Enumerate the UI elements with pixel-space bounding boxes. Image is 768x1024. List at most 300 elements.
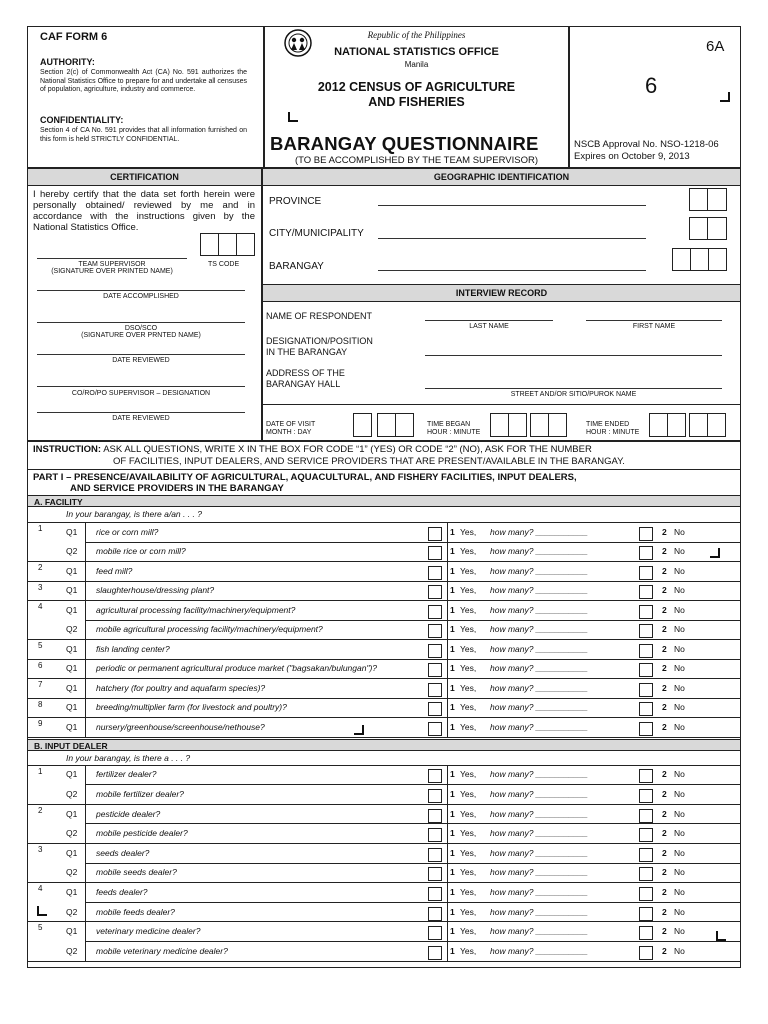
yes-label: Yes, xyxy=(460,769,477,780)
no-checkbox[interactable] xyxy=(639,546,653,560)
no-checkbox[interactable] xyxy=(639,809,653,823)
registration-mark xyxy=(710,548,720,558)
no-label: No xyxy=(674,808,685,819)
sectionB-prompt: In your barangay, is there a . . . ? xyxy=(66,752,191,763)
question-text: seeds dealer? xyxy=(96,847,150,858)
question-text: nursery/greenhouse/screenhouse/nethouse? xyxy=(96,721,265,732)
how-many-field[interactable]: how many? ___________ xyxy=(490,788,588,799)
certification-text: I hereby certify that the data set forth herein were personally obtained/ reviewed by me and in accordance with the instructions given by the National Statistics Office. xyxy=(33,189,255,233)
supervisor-line xyxy=(37,386,245,387)
authority-label: AUTHORITY: xyxy=(40,57,95,67)
how-many-field[interactable]: how many? ___________ xyxy=(490,769,588,780)
yes-code: 1 xyxy=(450,721,455,732)
item-number: 7 xyxy=(38,680,43,689)
yes-code: 1 xyxy=(450,847,455,858)
visit-row-top xyxy=(263,404,740,405)
yes-code: 1 xyxy=(450,526,455,537)
how-many-field[interactable]: how many? ___________ xyxy=(490,906,588,917)
row-line xyxy=(85,941,741,942)
item-number: 9 xyxy=(38,719,43,728)
question-text: mobile seeds dealer? xyxy=(96,867,177,878)
time-ended-box-2[interactable] xyxy=(667,413,686,437)
instruction-line-2: OF FACILITIES, INPUT DEALERS, AND SERVICE PROVIDERS THAT ARE PRESENT/AVAILABLE IN THE BARANGAY. xyxy=(113,456,625,467)
yes-checkbox[interactable] xyxy=(428,644,442,658)
yes-code: 1 xyxy=(450,604,455,615)
no-label: No xyxy=(674,585,685,596)
no-code: 2 xyxy=(662,546,667,557)
how-many-field[interactable]: how many? ___________ xyxy=(490,926,588,937)
no-checkbox[interactable] xyxy=(639,644,653,658)
question-text: mobile fertilizer dealer? xyxy=(96,788,184,799)
office-name: NATIONAL STATISTICS OFFICE xyxy=(334,46,499,58)
yes-checkbox[interactable] xyxy=(428,926,442,940)
row-line xyxy=(85,863,741,864)
no-label: No xyxy=(674,926,685,937)
day-box-2[interactable] xyxy=(395,413,414,437)
yes-label: Yes, xyxy=(460,546,477,557)
col-line xyxy=(85,522,86,737)
item-number: 4 xyxy=(38,884,43,894)
question-code: Q1 xyxy=(66,663,78,674)
yes-label: Yes, xyxy=(460,721,477,732)
row-line xyxy=(85,823,741,824)
question-text: agricultural processing facility/machinery/equipment? xyxy=(96,604,296,615)
registration-mark xyxy=(720,92,730,102)
item-number: 5 xyxy=(38,641,43,650)
time-ended-box-4[interactable] xyxy=(707,413,726,437)
team-supervisor-line xyxy=(37,258,187,259)
yes-label: Yes, xyxy=(460,926,477,937)
yes-code: 1 xyxy=(450,945,455,956)
yes-label: Yes, xyxy=(460,526,477,537)
dso-label: DSO/SCO xyxy=(124,325,158,332)
no-label: No xyxy=(674,663,685,674)
item-number: 1 xyxy=(38,766,43,776)
ts-code-label: TS CODE xyxy=(208,261,240,268)
address-label-1: ADDRESS OF THE xyxy=(266,368,345,378)
province-field[interactable] xyxy=(378,205,646,206)
registration-mark xyxy=(37,906,47,916)
how-many-field[interactable]: how many? ___________ xyxy=(490,847,588,858)
barangay-field[interactable] xyxy=(378,270,646,271)
how-many-field[interactable]: how many? ___________ xyxy=(490,886,588,897)
yes-code: 1 xyxy=(450,769,455,780)
no-checkbox[interactable] xyxy=(639,769,653,783)
question-code: Q2 xyxy=(66,788,78,799)
no-label: No xyxy=(674,682,685,693)
date-accomplished-line xyxy=(37,290,245,291)
no-code: 2 xyxy=(662,788,667,799)
question-code: Q1 xyxy=(66,682,78,693)
no-checkbox[interactable] xyxy=(639,907,653,921)
interview-heading: INTERVIEW RECORD xyxy=(263,284,740,302)
no-checkbox[interactable] xyxy=(639,702,653,716)
no-label: No xyxy=(674,906,685,917)
question-text: mobile rice or corn mill? xyxy=(96,546,186,557)
question-code: Q1 xyxy=(66,808,78,819)
yes-checkbox[interactable] xyxy=(428,683,442,697)
how-many-field[interactable]: how many? ___________ xyxy=(490,643,588,654)
question-text: mobile veterinary medicine dealer? xyxy=(96,945,228,956)
sectionA-heading: A. FACILITY xyxy=(28,495,740,507)
question-code: Q1 xyxy=(66,769,78,780)
question-text: rice or corn mill? xyxy=(96,526,159,537)
page-subtitle: (TO BE ACCOMPLISHED BY THE TEAM SUPERVISOR) xyxy=(294,155,538,166)
item-number: 6 xyxy=(38,660,43,670)
yes-label: Yes, xyxy=(460,808,477,819)
yes-checkbox[interactable] xyxy=(428,848,442,862)
barangay-code-box-2[interactable] xyxy=(690,248,709,271)
how-many-field[interactable]: how many? ___________ xyxy=(490,526,588,537)
col-line xyxy=(447,522,448,737)
question-text: pesticide dealer? xyxy=(96,808,161,819)
time-ended-box-1[interactable] xyxy=(649,413,668,437)
no-code: 2 xyxy=(662,847,667,858)
confidentiality-text: Section 4 of CA No. 591 provides that all information furnished on this form is held STRICTLY CONFIDENTIAL. xyxy=(40,127,247,143)
no-checkbox[interactable] xyxy=(639,566,653,580)
yes-code: 1 xyxy=(450,565,455,576)
no-checkbox[interactable] xyxy=(639,926,653,940)
province-code-box-2[interactable] xyxy=(707,188,727,211)
no-label: No xyxy=(674,526,685,537)
yes-checkbox[interactable] xyxy=(428,663,442,677)
designation-label-2: IN THE BARANGAY xyxy=(266,347,348,357)
how-many-field[interactable]: how many? ___________ xyxy=(490,945,588,956)
ts-code-box-3[interactable] xyxy=(236,233,255,256)
how-many-field[interactable]: how many? ___________ xyxy=(490,702,588,713)
no-code: 2 xyxy=(662,926,667,937)
how-many-field[interactable]: how many? ___________ xyxy=(490,867,588,878)
yes-code: 1 xyxy=(450,585,455,596)
item-number: 1 xyxy=(38,524,43,533)
question-text: slaughterhouse/dressing plant? xyxy=(96,585,215,596)
col-line xyxy=(447,765,448,961)
street-label: STREET AND/OR SITIO/PUROK NAME xyxy=(510,391,637,398)
question-code: Q1 xyxy=(66,585,78,596)
yes-code: 1 xyxy=(450,867,455,878)
no-label: No xyxy=(674,847,685,858)
yes-checkbox[interactable] xyxy=(428,946,442,960)
row-line xyxy=(27,804,741,805)
question-code: Q1 xyxy=(66,926,78,937)
question-code: Q2 xyxy=(66,867,78,878)
how-many-field[interactable]: how many? ___________ xyxy=(490,721,588,732)
yes-code: 1 xyxy=(450,808,455,819)
instruction-text: ASK ALL QUESTIONS, WRITE X IN THE BOX FOR CODE “1” (YES) OR CODE “2” (NO), ASK FOR THE NUMBER xyxy=(101,444,592,455)
province-code-box-1[interactable] xyxy=(689,188,708,211)
yes-label: Yes, xyxy=(460,643,477,654)
yes-checkbox[interactable] xyxy=(428,546,442,560)
no-label: No xyxy=(674,945,685,956)
yes-checkbox[interactable] xyxy=(428,605,442,619)
yes-checkbox[interactable] xyxy=(428,585,442,599)
yes-label: Yes, xyxy=(460,945,477,956)
no-checkbox[interactable] xyxy=(639,828,653,842)
province-label: PROVINCE xyxy=(269,196,322,207)
no-label: No xyxy=(674,565,685,576)
yes-label: Yes, xyxy=(460,565,477,576)
row-line xyxy=(27,737,741,738)
yes-checkbox[interactable] xyxy=(428,566,442,580)
day-box-1[interactable] xyxy=(377,413,396,437)
instruction-label: INSTRUCTION: xyxy=(33,444,102,455)
no-checkbox[interactable] xyxy=(639,605,653,619)
ts-code-box-1[interactable] xyxy=(200,233,219,256)
question-code: Q2 xyxy=(66,624,78,635)
no-code: 2 xyxy=(662,721,667,732)
yes-checkbox[interactable] xyxy=(428,722,442,736)
yes-label: Yes, xyxy=(460,828,477,839)
item-number: 8 xyxy=(38,699,43,709)
instruction-top xyxy=(27,440,741,442)
no-label: No xyxy=(674,546,685,557)
no-label: No xyxy=(674,769,685,780)
certification-heading: CERTIFICATION xyxy=(28,169,261,186)
no-code: 2 xyxy=(662,886,667,897)
time-ended-label-1: TIME ENDED xyxy=(586,421,630,428)
no-label: No xyxy=(674,604,685,615)
yes-label: Yes, xyxy=(460,585,477,596)
no-checkbox[interactable] xyxy=(639,527,653,541)
question-text: hatchery (for poultry and aquafarm species)? xyxy=(96,682,266,693)
address-field[interactable] xyxy=(425,388,722,389)
signature-printed-label: (SIGNATURE OVER PRINTED NAME) xyxy=(51,268,173,275)
yes-checkbox[interactable] xyxy=(428,907,442,921)
yes-label: Yes, xyxy=(460,663,477,674)
time-began-box-3[interactable] xyxy=(530,413,549,437)
date-accomplished-label: DATE ACCOMPLISHED xyxy=(103,293,179,300)
sectionB-heading: B. INPUT DEALER xyxy=(28,739,740,751)
time-began-label-1: TIME BEGAN xyxy=(427,421,471,428)
mid-divider xyxy=(261,168,263,440)
time-began-box-1[interactable] xyxy=(490,413,509,437)
row-line xyxy=(27,581,741,582)
row-line xyxy=(85,784,741,785)
row-line xyxy=(27,717,741,718)
time-began-box-2[interactable] xyxy=(508,413,527,437)
question-text: fertilizer dealer? xyxy=(96,769,157,780)
yes-checkbox[interactable] xyxy=(428,769,442,783)
time-ended-box-3[interactable] xyxy=(689,413,708,437)
no-label: No xyxy=(674,867,685,878)
row-line xyxy=(27,698,741,699)
approval-number: NSCB Approval No. NSO-1218-06 xyxy=(574,139,719,150)
row-line xyxy=(27,882,741,883)
question-code: Q1 xyxy=(66,643,78,654)
yes-label: Yes, xyxy=(460,624,477,635)
yes-code: 1 xyxy=(450,906,455,917)
how-many-field[interactable]: how many? ___________ xyxy=(490,604,588,615)
no-code: 2 xyxy=(662,565,667,576)
month-box-1[interactable] xyxy=(353,413,372,437)
question-code: Q1 xyxy=(66,886,78,897)
yes-checkbox[interactable] xyxy=(428,828,442,842)
no-label: No xyxy=(674,702,685,713)
form-id: 6A xyxy=(706,38,725,55)
no-code: 2 xyxy=(662,808,667,819)
yes-label: Yes, xyxy=(460,867,477,878)
geo-heading: GEOGRAPHIC IDENTIFICATION xyxy=(263,169,740,186)
no-code: 2 xyxy=(662,585,667,596)
yes-label: Yes, xyxy=(460,702,477,713)
yes-label: Yes, xyxy=(460,604,477,615)
how-many-field[interactable]: how many? ___________ xyxy=(490,808,588,819)
no-code: 2 xyxy=(662,769,667,780)
item-number: 3 xyxy=(38,844,43,854)
row-line xyxy=(27,843,741,844)
row-line xyxy=(27,961,741,962)
how-many-field[interactable]: how many? ___________ xyxy=(490,546,588,557)
question-code: Q1 xyxy=(66,721,78,732)
city-code-box-1[interactable] xyxy=(689,217,708,240)
first-name-label: FIRST NAME xyxy=(632,323,676,330)
no-code: 2 xyxy=(662,945,667,956)
team-supervisor-label: TEAM SUPERVISOR xyxy=(78,261,146,268)
no-code: 2 xyxy=(662,828,667,839)
row-line xyxy=(27,600,741,601)
no-checkbox[interactable] xyxy=(639,848,653,862)
yes-checkbox[interactable] xyxy=(428,702,442,716)
date-reviewed-label-1: DATE REVIEWED xyxy=(112,357,170,364)
no-checkbox[interactable] xyxy=(639,585,653,599)
question-text: mobile agricultural processing facility/machinery/equipment? xyxy=(96,624,323,635)
no-code: 2 xyxy=(662,867,667,878)
no-label: No xyxy=(674,886,685,897)
question-code: Q1 xyxy=(66,847,78,858)
yes-label: Yes, xyxy=(460,906,477,917)
sectionB-prompt-line xyxy=(27,765,741,766)
barangay-code-box-1[interactable] xyxy=(672,248,691,271)
part1-title-1: PART I – PRESENCE/AVAILABILITY OF AGRICULTURAL, AQUACULTURAL, AND FISHERY FACILITIES, INPUT DEALERS, xyxy=(33,472,577,483)
instruction-line-1 xyxy=(33,444,592,455)
question-text: periodic or permanent agricultural produce market ("bagsakan/bulungan")? xyxy=(96,663,378,674)
yes-label: Yes, xyxy=(460,886,477,897)
no-label: No xyxy=(674,624,685,635)
no-checkbox[interactable] xyxy=(639,887,653,901)
barangay-code-box-3[interactable] xyxy=(708,248,727,271)
no-label: No xyxy=(674,721,685,732)
date-visit-label-1: DATE OF VISIT xyxy=(266,421,316,428)
question-code: Q1 xyxy=(66,604,78,615)
how-many-field[interactable]: how many? ___________ xyxy=(490,624,588,635)
date-reviewed-line-2 xyxy=(37,412,245,413)
yes-checkbox[interactable] xyxy=(428,624,442,638)
no-checkbox[interactable] xyxy=(639,946,653,960)
city-name: Manila xyxy=(404,60,429,69)
row-line xyxy=(85,542,741,543)
question-code: Q2 xyxy=(66,828,78,839)
date-reviewed-label-2: DATE REVIEWED xyxy=(112,415,170,422)
how-many-field[interactable]: how many? ___________ xyxy=(490,585,588,596)
ts-code-box-2[interactable] xyxy=(218,233,237,256)
census-line-2: AND FISHERIES xyxy=(368,95,465,109)
first-name-field[interactable] xyxy=(586,320,722,321)
yes-checkbox[interactable] xyxy=(428,527,442,541)
sectionA-prompt-line xyxy=(27,522,741,523)
row-line xyxy=(27,639,741,640)
how-many-field[interactable]: how many? ___________ xyxy=(490,828,588,839)
question-text: feed mill? xyxy=(96,565,133,576)
no-code: 2 xyxy=(662,526,667,537)
item-number: 5 xyxy=(38,923,43,933)
item-number: 2 xyxy=(38,563,43,572)
yes-label: Yes, xyxy=(460,788,477,799)
yes-code: 1 xyxy=(450,624,455,635)
signature-prnted-label: (SIGNATURE OVER PRNTED NAME) xyxy=(81,332,201,339)
question-text: mobile pesticide dealer? xyxy=(96,828,188,839)
no-checkbox[interactable] xyxy=(639,867,653,881)
city-field[interactable] xyxy=(378,238,646,239)
no-code: 2 xyxy=(662,663,667,674)
form-number: 6 xyxy=(645,73,658,98)
yes-checkbox[interactable] xyxy=(428,789,442,803)
yes-code: 1 xyxy=(450,546,455,557)
city-label: CITY/MUNICIPALITY xyxy=(269,228,364,239)
sectionA-prompt: In your barangay, is there a/an . . . ? xyxy=(66,509,202,519)
date-reviewed-line-1 xyxy=(37,354,245,355)
expiry-date: Expires on October 9, 2013 xyxy=(574,151,690,162)
republic-text: Republic of the Philippines xyxy=(367,30,466,40)
registration-mark xyxy=(716,931,726,941)
row-line xyxy=(27,659,741,660)
no-checkbox[interactable] xyxy=(639,624,653,638)
yes-checkbox[interactable] xyxy=(428,867,442,881)
yes-label: Yes, xyxy=(460,682,477,693)
no-label: No xyxy=(674,643,685,654)
how-many-field[interactable]: how many? ___________ xyxy=(490,682,588,693)
yes-code: 1 xyxy=(450,828,455,839)
no-checkbox[interactable] xyxy=(639,683,653,697)
no-code: 2 xyxy=(662,643,667,654)
question-code: Q1 xyxy=(66,702,78,713)
how-many-field[interactable]: how many? ___________ xyxy=(490,663,588,674)
no-code: 2 xyxy=(662,604,667,615)
yes-checkbox[interactable] xyxy=(428,809,442,823)
designation-field[interactable] xyxy=(425,355,722,356)
no-label: No xyxy=(674,828,685,839)
row-line xyxy=(85,902,741,903)
time-began-box-4[interactable] xyxy=(548,413,567,437)
row-line xyxy=(27,921,741,922)
no-checkbox[interactable] xyxy=(639,663,653,677)
question-text: mobile feeds dealer? xyxy=(96,906,175,917)
question-code: Q1 xyxy=(66,565,78,576)
address-label-2: BARANGAY HALL xyxy=(266,379,341,389)
no-label: No xyxy=(674,788,685,799)
census-line-1: 2012 CENSUS OF AGRICULTURE xyxy=(317,80,516,94)
barangay-label: BARANGAY xyxy=(269,261,324,272)
how-many-field[interactable]: how many? ___________ xyxy=(490,565,588,576)
yes-code: 1 xyxy=(450,886,455,897)
no-code: 2 xyxy=(662,906,667,917)
no-checkbox[interactable] xyxy=(639,722,653,736)
yes-code: 1 xyxy=(450,682,455,693)
last-name-field[interactable] xyxy=(425,320,553,321)
row-line xyxy=(85,620,741,621)
yes-label: Yes, xyxy=(460,847,477,858)
confidentiality-label: CONFIDENTIALITY: xyxy=(40,115,124,125)
question-code: Q2 xyxy=(66,546,78,557)
question-code: Q2 xyxy=(66,945,78,956)
no-checkbox[interactable] xyxy=(639,789,653,803)
yes-code: 1 xyxy=(450,643,455,654)
designation-label-1: DESIGNATION/POSITION xyxy=(266,336,373,346)
item-number: 4 xyxy=(38,602,43,611)
city-code-box-2[interactable] xyxy=(707,217,727,240)
yes-checkbox[interactable] xyxy=(428,887,442,901)
part1-title-2: AND SERVICE PROVIDERS IN THE BARANGAY xyxy=(70,483,284,494)
question-code: Q1 xyxy=(66,526,78,537)
